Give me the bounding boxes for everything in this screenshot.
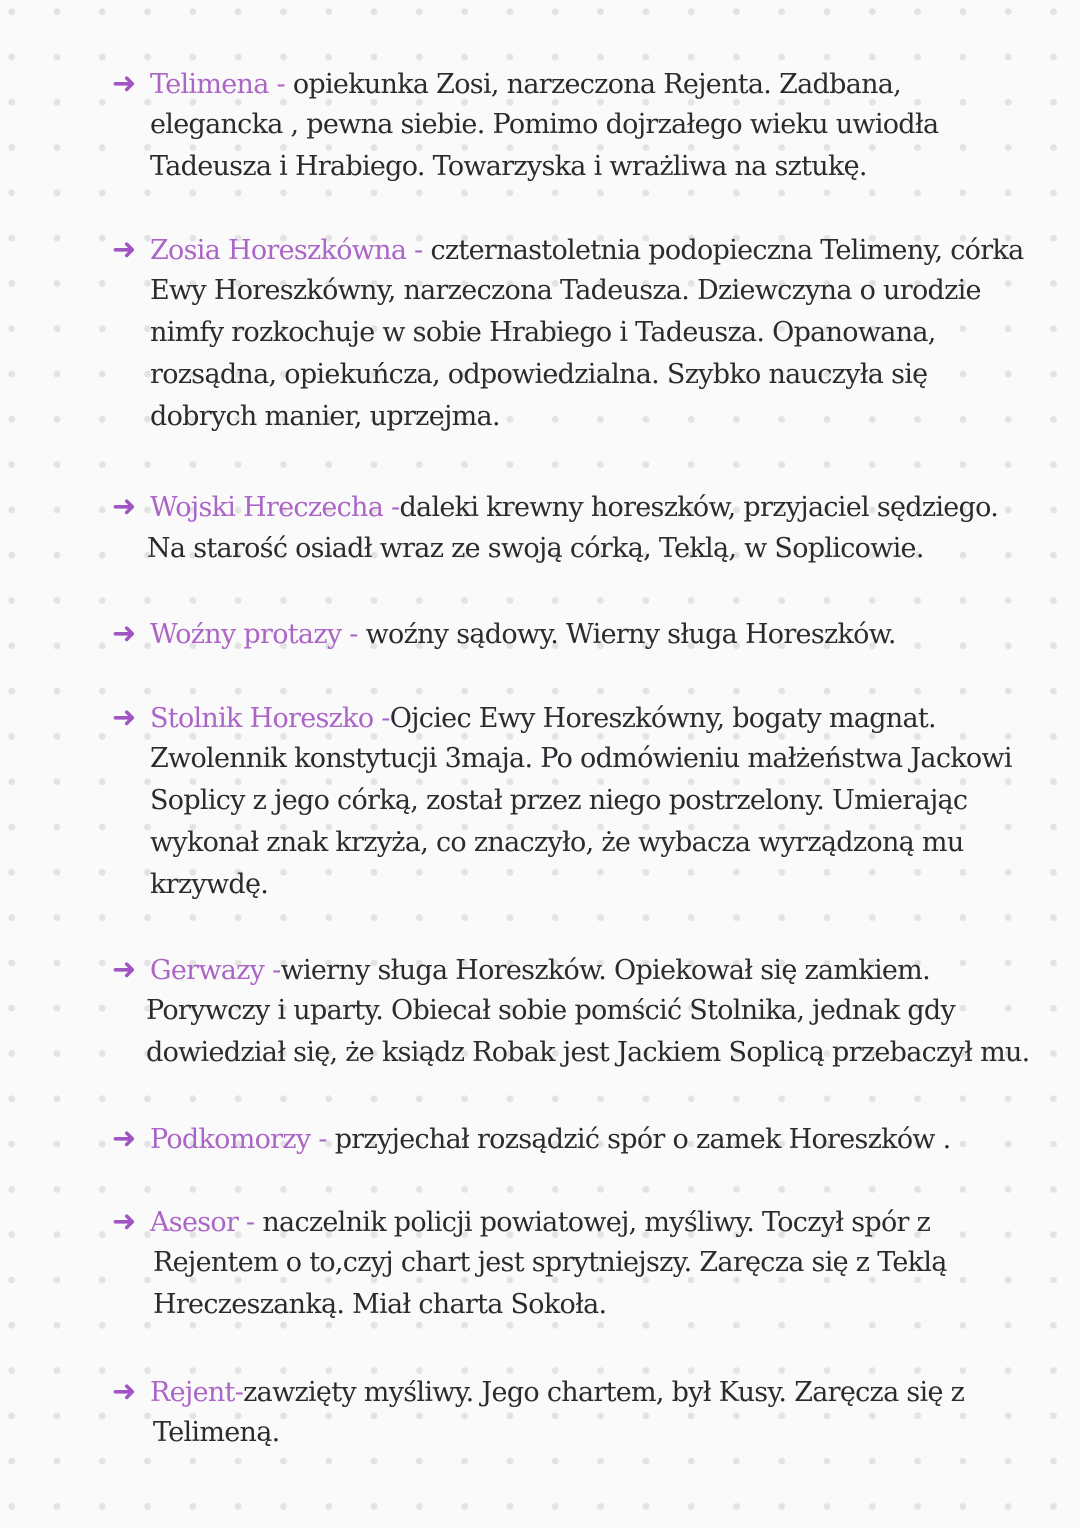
entry-heading-line (112, 1370, 964, 1412)
arrow-right-icon: ➜ (112, 952, 136, 986)
description-line: Hreczeszanką. Miał charta Sokoła. (153, 1289, 607, 1320)
description-text: czternastoletnia podopieczna Telimeny, córka (430, 235, 1024, 266)
name-separator: - (268, 69, 293, 100)
arrow-right-icon: ➜ (112, 232, 136, 266)
description-line: elegancka , pewna siebie. Pomimo dojrzałego wieku uwiodła (150, 109, 939, 140)
description-line: Tadeusza i Hrabiego. Towarzyska i wrażliwa na sztukę. (150, 151, 867, 182)
entry-heading-line (112, 696, 936, 738)
arrow-right-icon: ➜ (112, 616, 136, 650)
description-text: woźny sądowy. Wierny sługa Horeszków. (365, 619, 896, 650)
description-line: dobrych manier, uprzejma. (150, 401, 500, 432)
character-name: Asesor (150, 1207, 239, 1238)
arrow-right-icon: ➜ (112, 66, 136, 100)
name-separator: - (383, 492, 400, 523)
arrow-right-icon: ➜ (112, 1374, 136, 1408)
character-name: Zosia Horeszkówna (150, 235, 407, 266)
name-separator: - (373, 703, 390, 734)
character-name: Woźny protazy (150, 619, 342, 650)
name-separator: - (264, 955, 281, 986)
entry-heading-line (112, 612, 896, 654)
entry-heading-line (112, 948, 930, 990)
name-separator: - (406, 235, 431, 266)
entry-heading-line (112, 1117, 951, 1159)
arrow-right-icon: ➜ (112, 1121, 136, 1155)
name-separator: - (341, 619, 366, 650)
character-name: Telimena (150, 69, 269, 100)
character-name: Gerwazy (150, 955, 265, 986)
entry-heading-line (112, 228, 1023, 270)
description-line: krzywdę. (150, 869, 269, 900)
entry-heading-line (112, 485, 998, 527)
description-line: wykonał znak krzyża, co znaczyło, że wybacza wyrządzoną mu (150, 827, 964, 858)
character-name: Stolnik Horeszko (150, 703, 374, 734)
description-text: przyjechał rozsądzić spór o zamek Horeszków . (334, 1124, 951, 1155)
character-name: Podkomorzy (150, 1124, 311, 1155)
arrow-right-icon: ➜ (112, 700, 136, 734)
description-text: daleki krewny horeszków, przyjaciel sędziego. (399, 492, 999, 523)
name-separator: - (238, 1207, 263, 1238)
description-text: Ojciec Ewy Horeszkówny, bogaty magnat. (389, 703, 936, 734)
description-text: naczelnik policji powiatowej, myśliwy. Toczył spór z (262, 1207, 931, 1238)
description-line: Ewy Horeszkówny, narzeczona Tadeusza. Dziewczyna o urodzie (150, 275, 981, 306)
description-line: Zwolennik konstytucji 3maja. Po odmówieniu małżeństwa Jackowi (150, 743, 1012, 774)
description-text: zawzięty myśliwy. Jego chartem, był Kusy. Zaręcza się z (243, 1377, 965, 1408)
description-line: Na starość osiadł wraz ze swoją córką, Teklą, w Soplicowie. (147, 533, 924, 564)
description-line: Telimeną. (153, 1417, 280, 1448)
entry-heading-line (112, 1200, 930, 1242)
name-separator: - (234, 1377, 244, 1408)
arrow-right-icon: ➜ (112, 489, 136, 523)
description-line: dowiedział się, że ksiądz Robak jest Jackiem Soplicą przebaczył mu. (146, 1037, 1030, 1068)
description-line: Porywczy i uparty. Obiecał sobie pomścić Stolnika, jednak gdy (146, 995, 956, 1026)
description-line: Rejentem o to,czyj chart jest sprytniejszy. Zaręcza się z Teklą (153, 1247, 947, 1278)
arrow-right-icon: ➜ (112, 1204, 136, 1238)
description-text: wierny sługa Horeszków. Opiekował się zamkiem. (280, 955, 930, 986)
character-name: Wojski Hreczecha (150, 492, 384, 523)
name-separator: - (310, 1124, 335, 1155)
description-text: opiekunka Zosi, narzeczona Rejenta. Zadbana, (292, 69, 902, 100)
description-line: rozsądna, opiekuńcza, odpowiedzialna. Szybko nauczyła się (150, 359, 928, 390)
description-line: Soplicy z jego córką, został przez niego postrzelony. Umierając (150, 785, 968, 816)
description-line: nimfy rozkochuje w sobie Hrabiego i Tadeusza. Opanowana, (150, 317, 936, 348)
character-name: Rejent (150, 1377, 235, 1408)
entry-heading-line (112, 62, 901, 104)
